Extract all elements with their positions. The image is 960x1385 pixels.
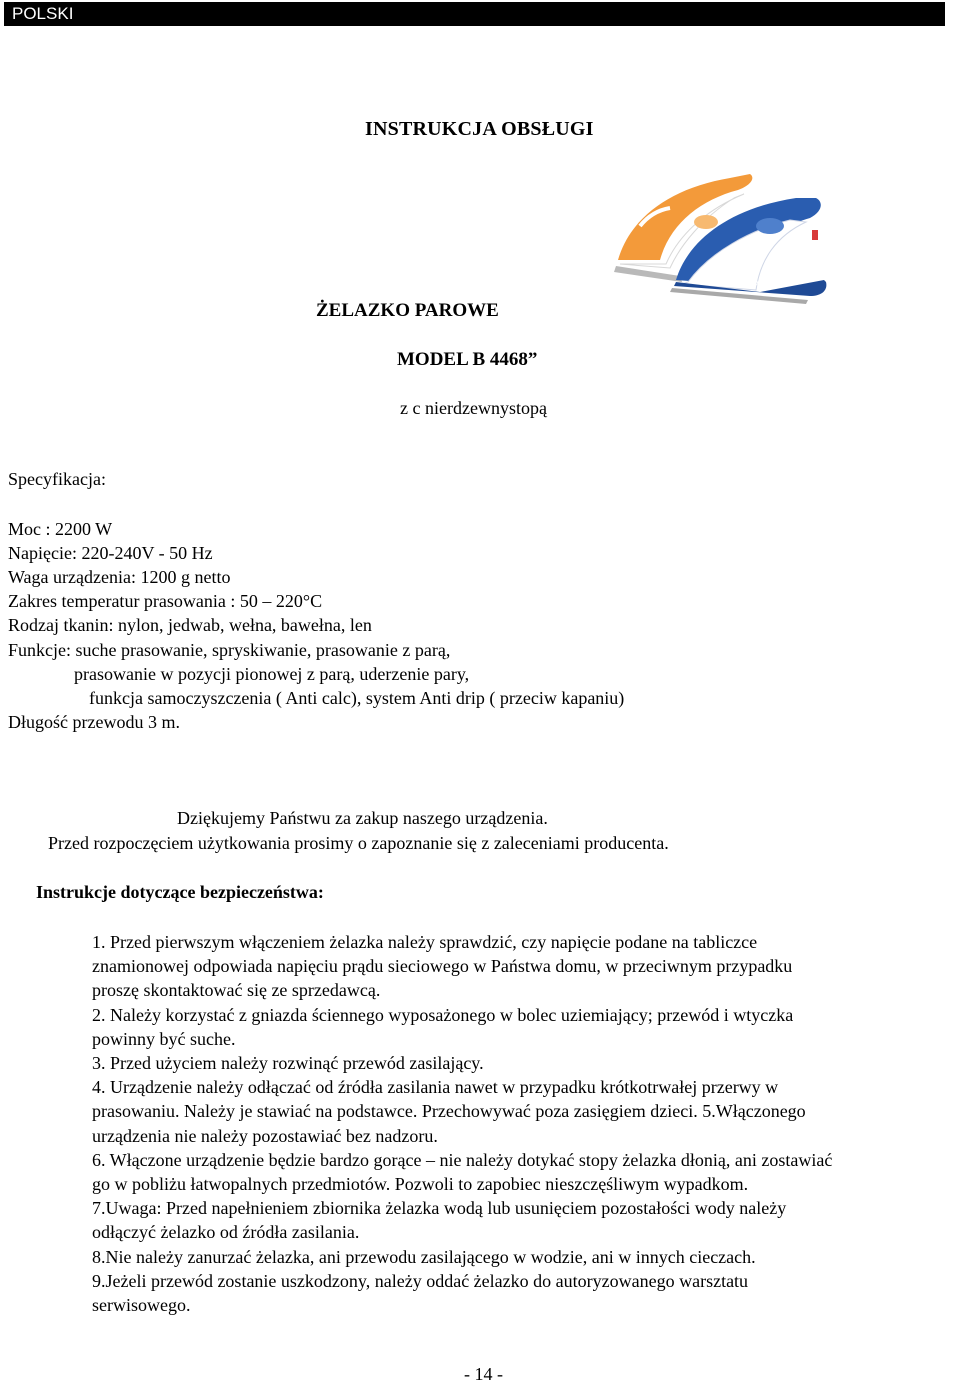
safety-line: 1. Przed pierwszym włączeniem żelazka należy sprawdzić, czy napięcie podane na tabliczce	[92, 932, 758, 952]
spec-line: Długość przewodu 3 m.	[8, 712, 180, 732]
spec-line: Napięcie: 220-240V - 50 Hz	[8, 543, 213, 563]
safety-line: proszę skontaktować się ze sprzedawcą.	[92, 980, 381, 1001]
safety-line: odłączyć żelazko od źródła zasilania.	[92, 1222, 360, 1243]
safety-line: 6. Włączone urządzenie będzie bardzo gorące – nie należy dotykać stopy żelazka dłonią, ani zostawiać	[92, 1149, 833, 1170]
safety-line: znamionowej odpowiada napięciu prądu sieciowego w Państwa domu, w przeciwnym przypadku	[92, 956, 793, 977]
safety-line: go w pobliżu łatwopalnych przedmiotów. Pozwoli to zapobiec nieszczęśliwym wypadkom.	[92, 1174, 749, 1195]
safety-line: 2. Należy korzystać z gniazda ściennego wyposażonego w bolec uziemiający; przewód i wtyczka	[92, 1004, 794, 1025]
spec-line: prasowanie w pozycji pionowej z parą, uderzenie pary,	[74, 664, 470, 684]
safety-line: 7.Uwaga: Przed napełnieniem zbiornika żelazka wodą lub usunięciem pozostałości wody należy	[92, 1198, 787, 1219]
safety-line: 9.Jeżeli przewód zostanie uszkodzony, należy oddać żelazko do autoryzowanego warsztatu	[92, 1270, 749, 1291]
steam-iron-image	[610, 168, 832, 306]
spec-line: Rodzaj tkanin: nylon, jedwab, wełna, bawełna, len	[8, 615, 372, 635]
spec-line: Moc : 2200 W	[8, 519, 113, 539]
sole-plate-description: z c nierdzewnystopą	[400, 398, 547, 418]
thanks-line: Przed rozpoczęciem użytkowania prosimy o zapoznanie się z zaleceniami producenta.	[48, 833, 669, 853]
safety-line: 4. Urządzenie należy odłączać od źródła zasilania nawet w przypadku krótkotrwałej przerwy w	[92, 1077, 779, 1098]
safety-line: urządzenia nie należy pozostawiać bez nadzoru.	[92, 1125, 438, 1146]
safety-line: powinny być suche.	[92, 1028, 236, 1049]
spec-heading: Specyfikacja:	[8, 469, 106, 489]
document-title: INSTRUKCJA OBSŁUGI	[365, 118, 594, 140]
model-number: MODEL B 4468”	[397, 349, 538, 370]
language-header: POLSKI	[4, 2, 945, 26]
page-number: - 14 -	[464, 1364, 503, 1384]
spec-line: funkcja samoczyszczenia ( Anti calc), system Anti drip ( przeciw kapaniu)	[89, 688, 625, 708]
spec-line: Waga urządzenia: 1200 g netto	[8, 567, 231, 587]
spec-line: Funkcje: suche prasowanie, spryskiwanie, prasowanie z parą,	[8, 640, 451, 660]
safety-line: prasowaniu. Należy je stawiać na podstawce. Przechowywać poza zasięgiem dzieci. 5.Włączonego	[92, 1101, 806, 1122]
safety-line: 3. Przed użyciem należy rozwinąć przewód zasilający.	[92, 1053, 484, 1074]
thanks-line: Dziękujemy Państwu za zakup naszego urządzenia.	[177, 808, 548, 828]
spec-line: Zakres temperatur prasowania : 50 – 220°C	[8, 591, 323, 611]
safety-heading: Instrukcje dotyczące bezpieczeństwa:	[36, 882, 324, 902]
iron-brand-label: Luxury	[742, 278, 778, 289]
product-name: ŻELAZKO PAROWE	[316, 300, 499, 321]
safety-instructions	[92, 930, 960, 1317]
safety-line: serwisowego.	[92, 1295, 191, 1316]
safety-line: 8.Nie należy zanurzać żelazka, ani przewodu zasilającego w wodzie, ani w innych cieczach.	[92, 1246, 756, 1267]
